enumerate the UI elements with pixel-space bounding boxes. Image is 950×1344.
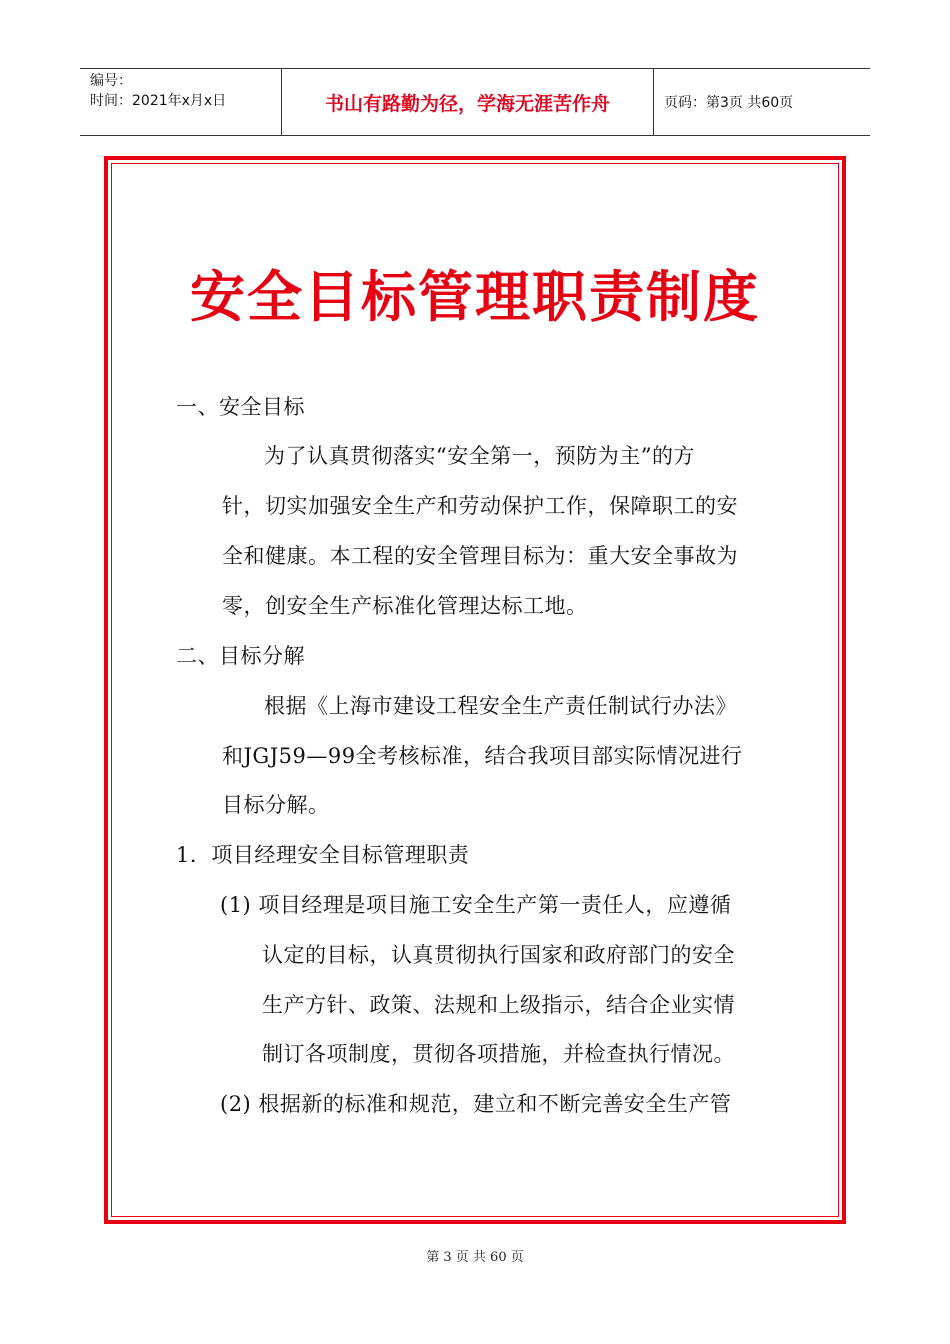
body-line: 认定的目标，认真贯彻执行国家和政府部门的安全 bbox=[262, 943, 735, 967]
header-page-label: 页码：第3页 共60页 bbox=[664, 95, 794, 111]
body-line: 全和健康。本工程的安全管理目标为：重大安全事故为 bbox=[222, 544, 738, 568]
list-item-1: (1) 项目经理是项目施工安全生产第一责任人，应遵循 bbox=[220, 893, 732, 917]
body-line: 为了认真贯彻落实“安全第一，预防为主”的方 bbox=[264, 444, 695, 468]
body-line: 目标分解。 bbox=[222, 793, 330, 817]
body-line: 零，创安全生产标准化管理达标工地。 bbox=[222, 594, 588, 618]
page-header bbox=[80, 68, 870, 136]
body-line: 和JGJ59—99全考核标准，结合我项目部实际情况进行 bbox=[222, 744, 743, 768]
document-number-label: 编号： bbox=[90, 73, 132, 89]
list-item-2: (2) 根据新的标准和规范，建立和不断完善安全生产管 bbox=[220, 1092, 732, 1116]
page-footer: 第 3 页 共 60 页 bbox=[426, 1250, 524, 1265]
body-line: 制订各项制度，贯彻各项措施，并检查执行情况。 bbox=[262, 1042, 735, 1066]
header-meta-cell bbox=[80, 69, 282, 135]
header-motto: 书山有路勤为径，学海无涯苦作舟 bbox=[282, 69, 654, 135]
section-heading-safety-goal: 一、安全目标 bbox=[176, 395, 305, 419]
document-date-label: 时间：2021年x月x日 bbox=[90, 93, 227, 109]
subsection-heading-project-manager: 1．项目经理安全目标管理职责 bbox=[176, 843, 470, 867]
section-heading-goal-breakdown: 二、目标分解 bbox=[176, 644, 305, 668]
document-title: 安全目标管理职责制度 bbox=[189, 265, 760, 329]
body-line: 针，切实加强安全生产和劳动保护工作，保障职工的安 bbox=[222, 494, 738, 518]
body-line: 生产方针、政策、法规和上级指示，结合企业实情 bbox=[262, 993, 735, 1017]
body-line: 根据《上海市建设工程安全生产责任制试行办法》 bbox=[264, 694, 737, 718]
